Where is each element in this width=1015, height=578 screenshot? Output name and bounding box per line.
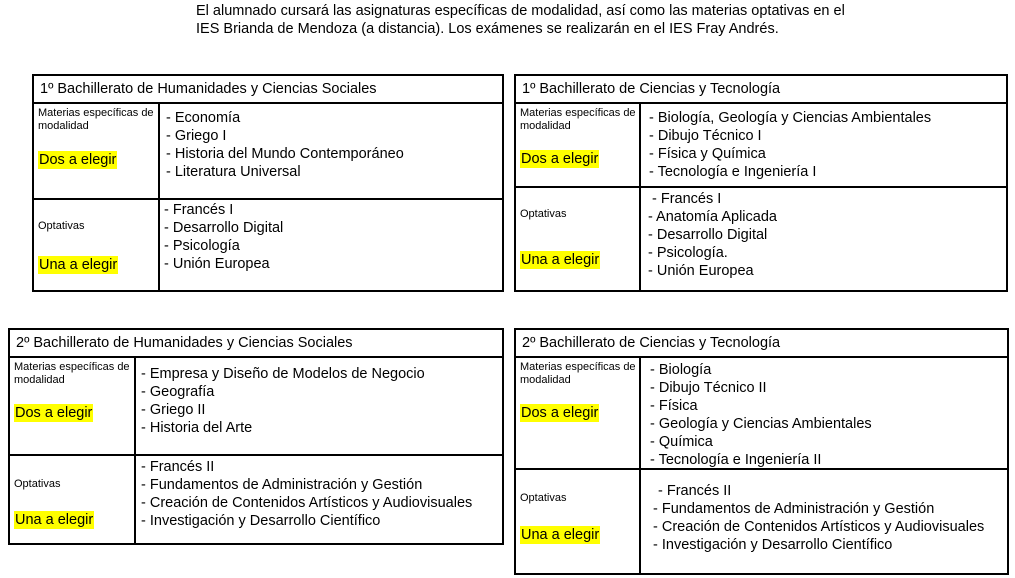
list-item: - Desarrollo Digital — [164, 220, 284, 236]
list-item: - Tecnología e Ingeniería II — [650, 452, 822, 468]
choose-one-highlight: Una a elegir — [39, 257, 118, 273]
optional-label: Optativas — [520, 208, 567, 220]
specific-label: Materias específicas de modalidad — [38, 107, 154, 132]
specific-subject-list — [141, 365, 425, 437]
course-title: 2º Bachillerato de Humanidades y Ciencias Sociales — [10, 330, 502, 358]
section-label-cell — [10, 456, 136, 543]
course-title: 1º Bachillerato de Humanidades y Ciencias Sociales — [34, 76, 502, 104]
optional-label: Optativas — [14, 478, 61, 490]
list-item: - Psicología — [164, 238, 240, 254]
choose-one-highlight: Una a elegir — [521, 252, 600, 268]
list-item: - Griego II — [141, 402, 206, 418]
specific-subjects-section — [34, 104, 502, 200]
choose-one-highlight: Una a elegir — [15, 512, 94, 528]
optional-subject-list — [648, 190, 777, 280]
list-item: - Física — [650, 398, 698, 414]
course-table-2-ciencias — [514, 328, 1009, 575]
specific-label: Materias específicas de modalidad — [520, 107, 636, 132]
list-item: - Biología, Geología y Ciencias Ambientales — [649, 110, 932, 126]
choose-two-highlight: Dos a elegir — [521, 405, 599, 421]
section-label-cell — [10, 358, 136, 454]
specific-subject-list — [650, 361, 872, 469]
list-item: - Dibujo Técnico I — [649, 128, 762, 144]
specific-subject-list — [166, 109, 404, 181]
specific-subjects-section — [516, 104, 1006, 188]
list-item: - Tecnología e Ingeniería I — [649, 164, 817, 180]
intro-text: El alumnado cursará las asignaturas específicas de modalidad, así como las materias optativas en el IES Brianda de Mendoza (a distancia). Los exámenes se realizarán en el IES Fray Andrés. — [196, 3, 845, 37]
list-item: - Investigación y Desarrollo Científico — [141, 513, 381, 529]
course-title: 2º Bachillerato de Ciencias y Tecnología — [516, 330, 1007, 358]
optional-label: Optativas — [38, 220, 85, 232]
list-item: - Unión Europea — [164, 256, 270, 272]
list-item: - Investigación y Desarrollo Científico — [653, 537, 893, 553]
list-item: - Economía — [166, 110, 241, 126]
choose-two-highlight: Dos a elegir — [15, 405, 93, 421]
optional-subject-list — [141, 458, 472, 530]
section-label-cell — [34, 200, 160, 290]
list-item: - Francés II — [658, 483, 732, 499]
list-item: - Desarrollo Digital — [648, 227, 768, 243]
list-item: - Fundamentos de Administración y Gestión — [653, 501, 935, 517]
specific-subjects-section — [516, 358, 1007, 470]
section-label-cell — [34, 104, 160, 198]
list-item: - Creación de Contenidos Artísticos y Audiovisuales — [141, 495, 473, 511]
course-table-2-humanidades — [8, 328, 504, 545]
list-item: - Geología y Ciencias Ambientales — [650, 416, 872, 432]
list-item: - Geografía — [141, 384, 215, 400]
list-item: - Francés I — [164, 202, 234, 218]
list-item: - Historia del Arte — [141, 420, 253, 436]
section-label-cell — [516, 104, 641, 186]
specific-subjects-section — [10, 358, 502, 456]
optional-label: Optativas — [520, 492, 567, 504]
optional-subjects-section — [10, 456, 502, 543]
list-item: - Francés II — [141, 459, 215, 475]
optional-subjects-section — [516, 188, 1006, 290]
list-item: - Anatomía Aplicada — [648, 209, 777, 225]
list-item: - Francés I — [652, 191, 722, 207]
optional-subject-list — [653, 482, 984, 554]
specific-label: Materias específicas de modalidad — [520, 361, 636, 386]
specific-label: Materias específicas de modalidad — [14, 361, 130, 386]
section-label-cell — [516, 358, 641, 468]
section-label-cell — [516, 470, 641, 573]
optional-subjects-section — [516, 470, 1007, 573]
choose-one-highlight: Una a elegir — [521, 527, 600, 543]
course-title: 1º Bachillerato de Ciencias y Tecnología — [516, 76, 1006, 104]
list-item: - Dibujo Técnico II — [650, 380, 767, 396]
list-item: - Historia del Mundo Contemporáneo — [166, 146, 404, 162]
list-item: - Unión Europea — [648, 263, 754, 279]
choose-two-highlight: Dos a elegir — [39, 152, 117, 168]
course-table-1-humanidades — [32, 74, 504, 292]
list-item: - Griego I — [166, 128, 227, 144]
list-item: - Empresa y Diseño de Modelos de Negocio — [141, 366, 425, 382]
specific-subject-list — [649, 109, 931, 181]
list-item: - Psicología. — [648, 245, 728, 261]
list-item: - Fundamentos de Administración y Gestión — [141, 477, 423, 493]
course-table-1-ciencias — [514, 74, 1008, 292]
optional-subject-list — [164, 201, 283, 273]
list-item: - Literatura Universal — [166, 164, 301, 180]
section-label-cell — [516, 188, 641, 290]
list-item: - Creación de Contenidos Artísticos y Audiovisuales — [653, 519, 985, 535]
list-item: - Química — [650, 434, 713, 450]
optional-subjects-section — [34, 200, 502, 290]
list-item: - Física y Química — [649, 146, 766, 162]
list-item: - Biología — [650, 362, 712, 378]
choose-two-highlight: Dos a elegir — [521, 151, 599, 167]
